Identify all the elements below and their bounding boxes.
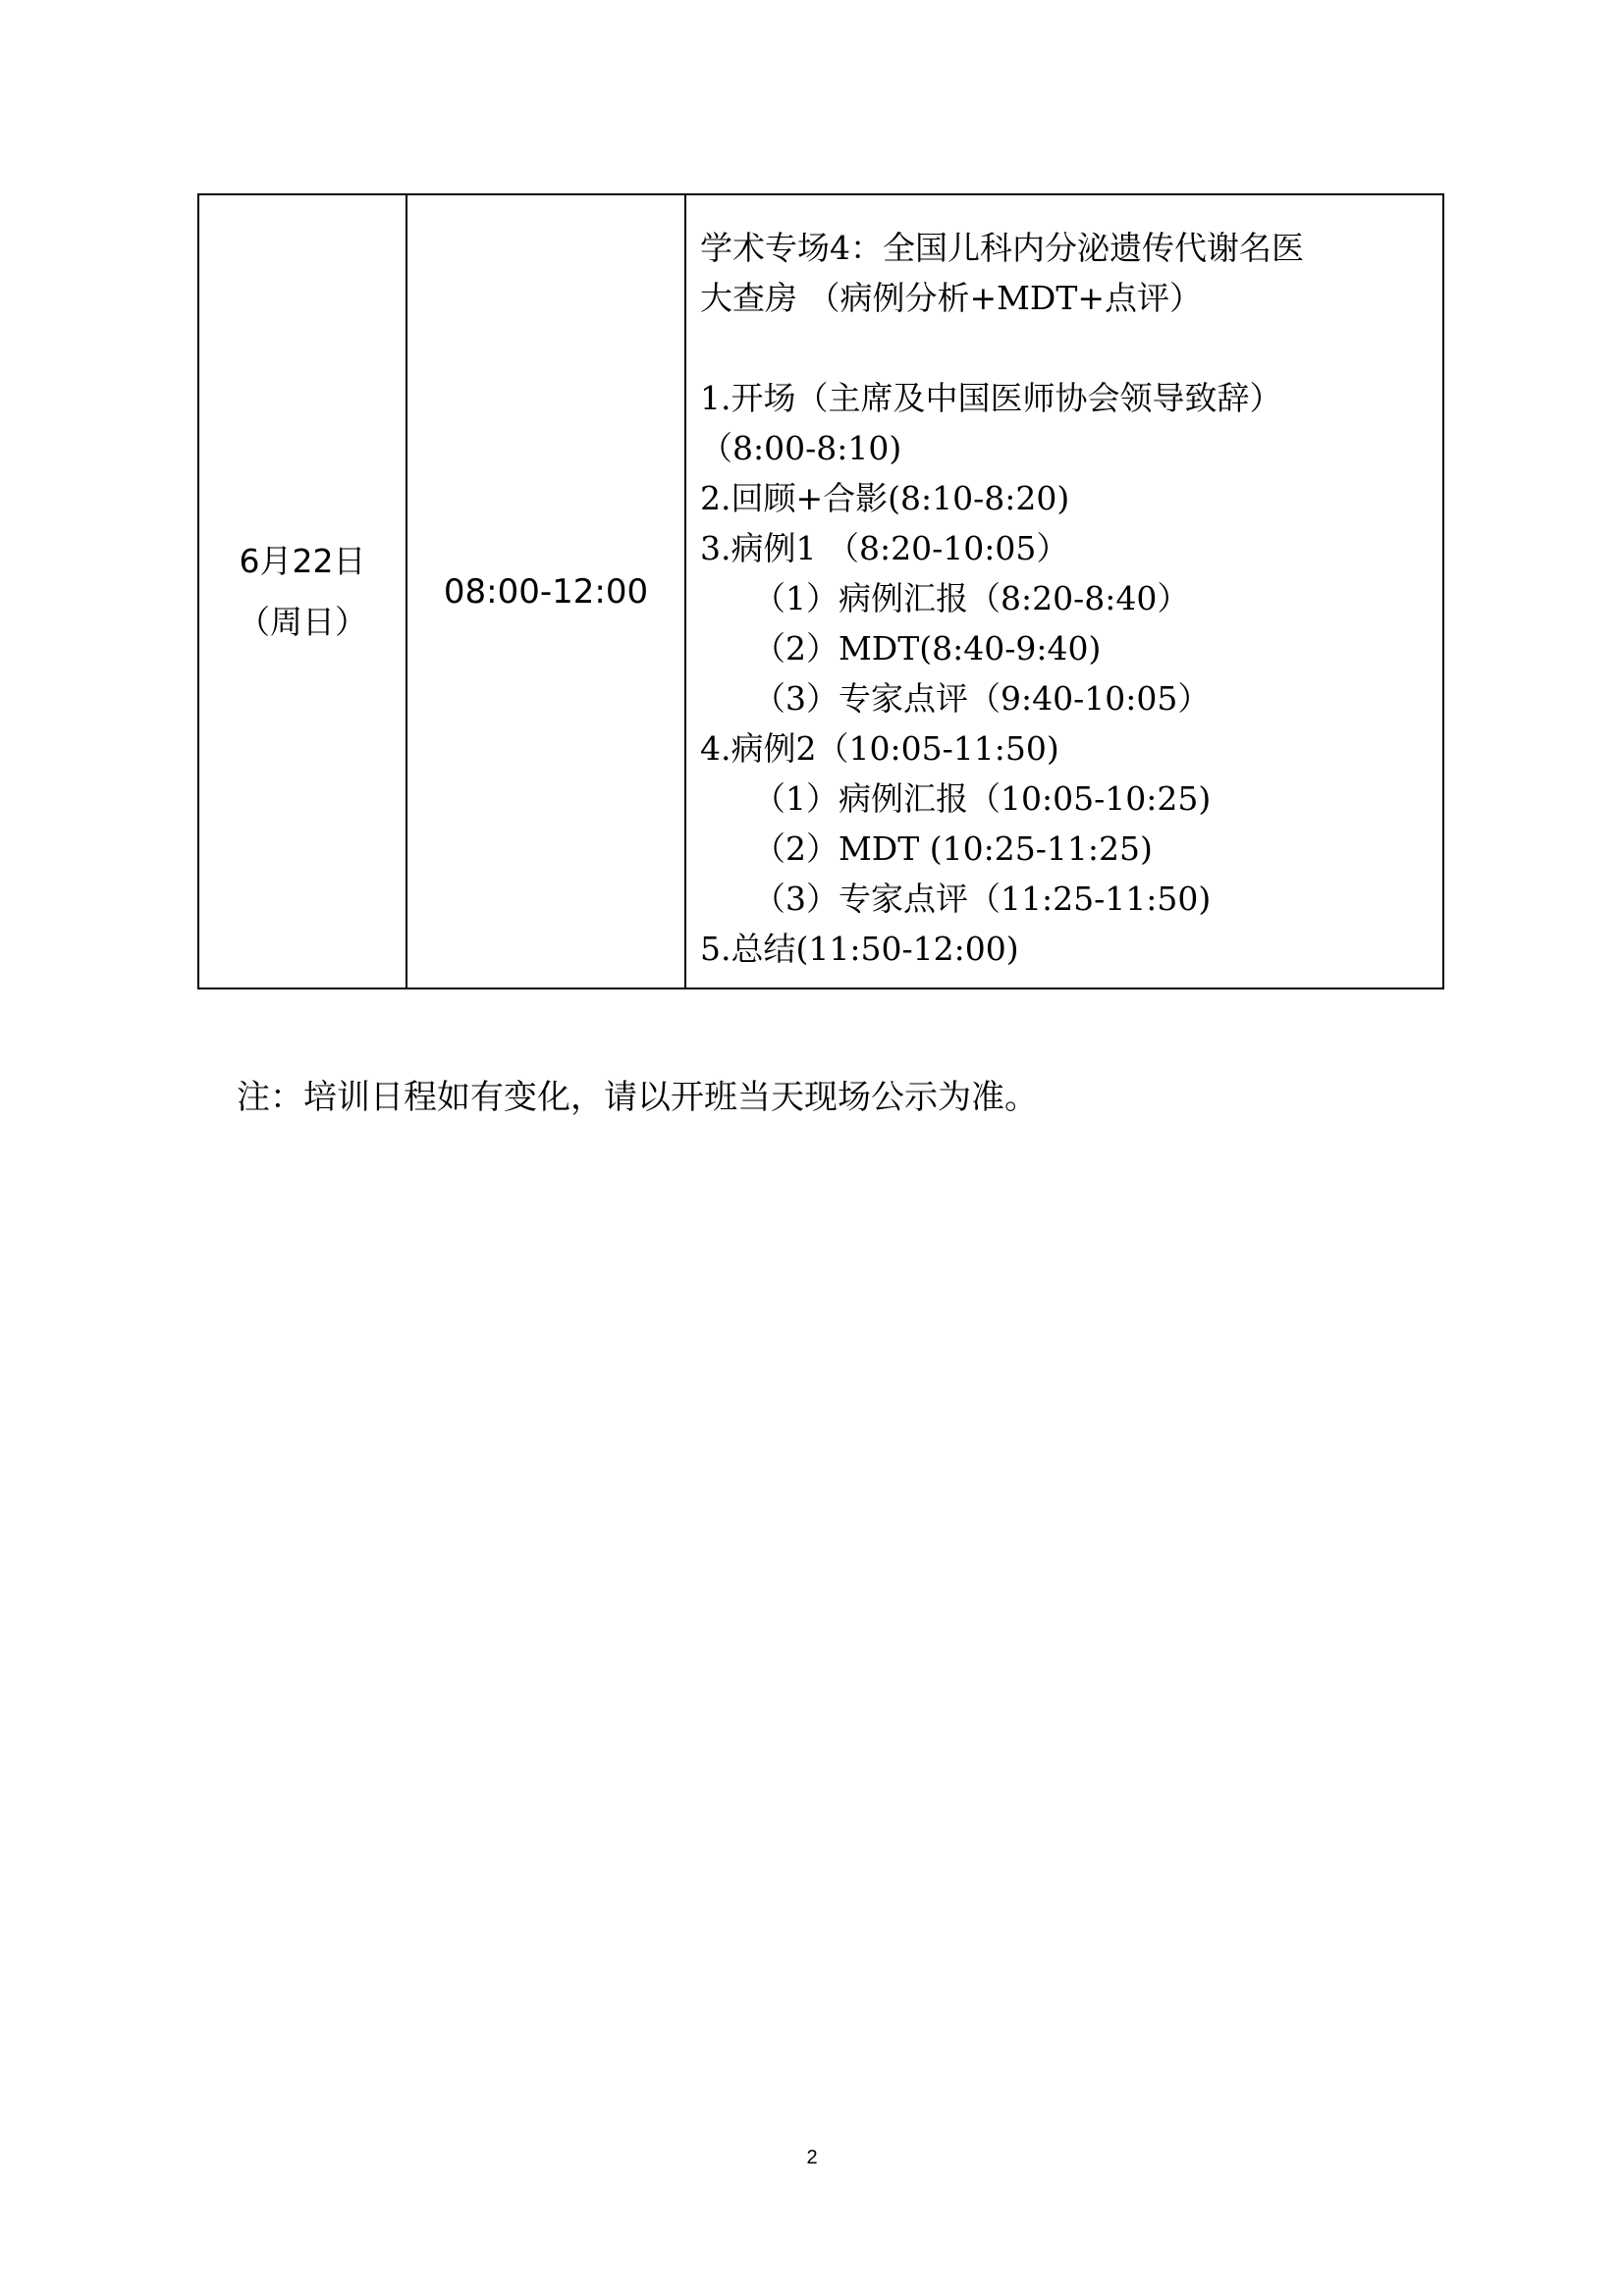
agenda-subitem: （3）专家点评（11:25-11:50) bbox=[753, 880, 1212, 918]
agenda-item: 1.开场（主席及中国医师协会领导致辞） bbox=[700, 379, 1282, 417]
agenda-subitem: （1）病例汇报（8:20-8:40） bbox=[753, 579, 1190, 617]
table-row bbox=[198, 194, 1443, 988]
time-range: 08:00-12:00 bbox=[443, 571, 649, 612]
agenda-subitem: （2）MDT (10:25-11:25) bbox=[753, 829, 1153, 868]
session-title-line: 大查房 （病例分析+MDT+点评） bbox=[700, 279, 1203, 317]
agenda-subitem: （2）MDT(8:40-9:40) bbox=[753, 629, 1102, 667]
spacer bbox=[700, 323, 1435, 373]
agenda-subitem: （3）专家点评（9:40-10:05） bbox=[753, 679, 1211, 718]
weekday-text: （周日） bbox=[238, 602, 367, 641]
agenda-item: 2.回顾+合影(8:10-8:20) bbox=[700, 479, 1070, 517]
agenda-subitem: （1）病例汇报（10:05-10:25) bbox=[753, 779, 1212, 818]
agenda-item: 4.病例2（10:05-11:50) bbox=[700, 729, 1059, 768]
schedule-note: 注：培训日程如有变化，请以开班当天现场公示为准。 bbox=[237, 1078, 1038, 1117]
date-cell bbox=[198, 194, 406, 988]
time-cell bbox=[406, 194, 685, 988]
content-cell bbox=[685, 194, 1443, 988]
page-number: 2 bbox=[806, 2147, 818, 2168]
date-text: 6月22日 bbox=[239, 541, 366, 580]
agenda-item: 5.总结(11:50-12:00) bbox=[700, 930, 1019, 968]
agenda-list bbox=[700, 373, 1435, 974]
agenda-item: （8:00-8:10) bbox=[700, 429, 902, 467]
schedule-table bbox=[197, 193, 1444, 989]
agenda-item: 3.病例1 （8:20-10:05） bbox=[700, 529, 1069, 567]
session-title-line: 学术专场4：全国儿科内分泌遗传代谢名医 bbox=[700, 229, 1304, 267]
